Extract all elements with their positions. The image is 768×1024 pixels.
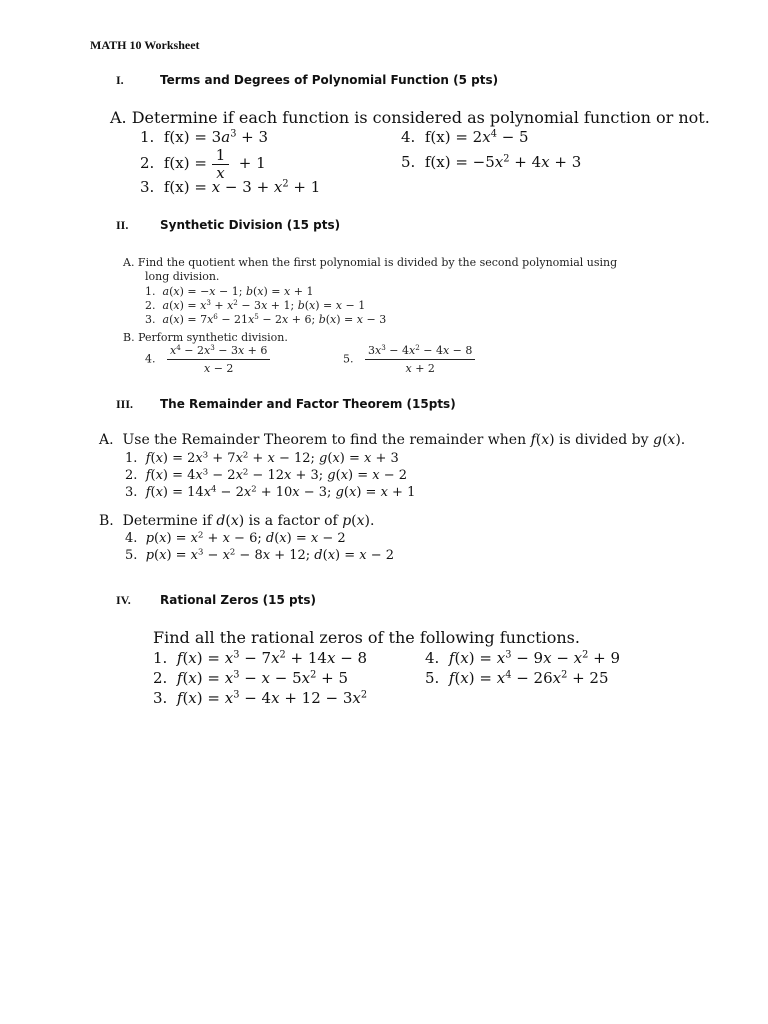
s1-item-1: [140, 128, 268, 146]
item-number: 1.: [153, 649, 168, 667]
s3-item-3-expr: $f(x) = 14x^4 - 2x^2 + 10x - 3$; g(x) = x + 1: [145, 483, 416, 500]
section-3-number: III.: [116, 397, 134, 411]
item-number: 5.: [425, 669, 440, 687]
s2-item-4-fraction: $\frac{x^4 - 2x^3 - 3x + 6}{x - 2}$: [167, 344, 270, 375]
s1-item-5-expr: $f(x) = -5x^2 + 4x + 3$: [420, 153, 582, 171]
s2-item-2: [145, 299, 365, 312]
item-number: 2.: [140, 154, 155, 172]
s4-item-3: [153, 689, 367, 707]
s4-item-5-expr: $f(x) = x^4 - 26x^2 + 25$: [448, 669, 609, 687]
s4-item-1-expr: $f(x) = x^3 - 7x^2 + 14x - 8$: [176, 649, 368, 667]
item-number: 1.: [140, 128, 155, 146]
s3-item-4: [125, 531, 346, 546]
section-1-number: I.: [116, 73, 124, 87]
item-number: 5.: [401, 153, 416, 171]
s2-item-3: [145, 313, 386, 326]
s2-item-4: [145, 344, 270, 375]
section-2b-instruction: B. Perform synthetic division.: [123, 331, 288, 344]
s3-item-3: [125, 485, 415, 500]
s3-item-1-expr: $f(x) = 2x^3 + 7x^2 + x - 12$; g(x) = x + 3: [145, 449, 399, 466]
section-2-title: Synthetic Division (15 pts): [160, 218, 341, 232]
item-number: 3.: [140, 178, 155, 196]
s4-item-4-expr: $f(x) = x^3 - 9x - x^2 + 9$: [448, 649, 620, 667]
item-number: 2.: [145, 299, 156, 312]
s1-item-1-expr: $f(x) = 3a^3 + 3$: [159, 128, 269, 146]
s1-item-3-expr: $f(x) = x - 3 + x^2 + 1$: [159, 178, 321, 196]
section-3a-label: A.: [99, 432, 114, 448]
s3-item-2: [125, 468, 407, 483]
item-number: 3.: [145, 313, 156, 326]
s1-item-2-expr: f(x) = $\frac{1}{x}$ + 1: [159, 146, 266, 182]
section-2-number: II.: [116, 218, 129, 232]
s2-item-5: [343, 344, 475, 375]
s2-item-5-fraction: $\frac{3x^3 - 4x^2 - 4x - 8}{x + 2}$: [365, 344, 475, 375]
s3-item-1: [125, 451, 399, 466]
s1-item-4: [401, 128, 529, 146]
section-3-title: The Remainder and Factor Theorem (15pts): [160, 397, 456, 411]
section-3b-instruction: B. Determine if d(x) is a factor of p(x).: [99, 513, 375, 529]
section-1-title: Terms and Degrees of Polynomial Function (5 pts): [160, 73, 499, 87]
s4-item-4: [425, 649, 620, 667]
item-number: 4.: [401, 128, 416, 146]
item-number: 5.: [343, 352, 354, 366]
s4-item-5: [425, 669, 609, 687]
s1-item-3: [140, 178, 320, 196]
item-number: 3.: [125, 485, 138, 500]
s1-item-2: [140, 147, 266, 181]
section-2a-instruction-line2: long division.: [145, 270, 220, 283]
item-number: 4.: [145, 352, 156, 366]
worksheet-title: MATH 10 Worksheet: [90, 38, 200, 52]
section-2a-instruction-line1: A. Find the quotient when the first polynomial is divided by the second polynomial using: [123, 256, 618, 269]
s3-item-5: [125, 548, 394, 563]
item-number: 2.: [125, 468, 138, 483]
item-number: 5.: [125, 548, 138, 563]
section-3b-label: B.: [99, 513, 114, 529]
item-number: 2.: [153, 669, 168, 687]
s2-item-2-expr: $a(x) = x^3 + x^2 - 3x + 1$; b(x) = x − 1: [162, 298, 366, 312]
fraction: $\frac{1}{x}$: [212, 147, 230, 181]
section-4-title: Rational Zeros (15 pts): [160, 593, 316, 607]
item-number: 3.: [153, 689, 168, 707]
s3-item-5-expr: $p(x) = x^3 - x^2 - 8x + 12$; d(x) = x − 2: [145, 546, 395, 563]
item-number: 4.: [425, 649, 440, 667]
s2-item-3-expr: $a(x) = 7x^6 - 21x^5 - 2x + 6$; b(x) = x − 3: [162, 312, 387, 326]
section-1-instruction: A. Determine if each function is considered as polynomial function or not.: [110, 108, 710, 127]
s2-item-1: [145, 285, 313, 298]
s1-item-5: [401, 153, 581, 171]
s3-item-2-expr: $f(x) = 4x^3 - 2x^2 - 12x + 3$; g(x) = x − 2: [145, 466, 408, 483]
s3-item-4-expr: $p(x) = x^2 + x - 6$; d(x) = x − 2: [145, 529, 346, 546]
item-number: 4.: [125, 531, 138, 546]
s4-item-3-expr: $f(x) = x^3 - 4x + 12 - 3x^2$: [176, 689, 368, 707]
s2-item-1-expr: a(x) = −x − 1; b(x) = x + 1: [162, 285, 314, 298]
s4-item-2-expr: $f(x) = x^3 - x - 5x^2 + 5$: [176, 669, 348, 687]
section-3a-instruction: A. Use the Remainder Theorem to find the remainder when f(x) is divided by g(x).: [99, 432, 686, 448]
item-number: 1.: [145, 285, 156, 298]
s4-item-1: [153, 649, 367, 667]
s1-item-4-expr: $f(x) = 2x^4 - 5$: [420, 128, 529, 146]
item-number: 1.: [125, 451, 138, 466]
section-4-number: IV.: [116, 593, 131, 607]
s4-item-2: [153, 669, 348, 687]
section-4-instruction: Find all the rational zeros of the following functions.: [153, 628, 580, 647]
